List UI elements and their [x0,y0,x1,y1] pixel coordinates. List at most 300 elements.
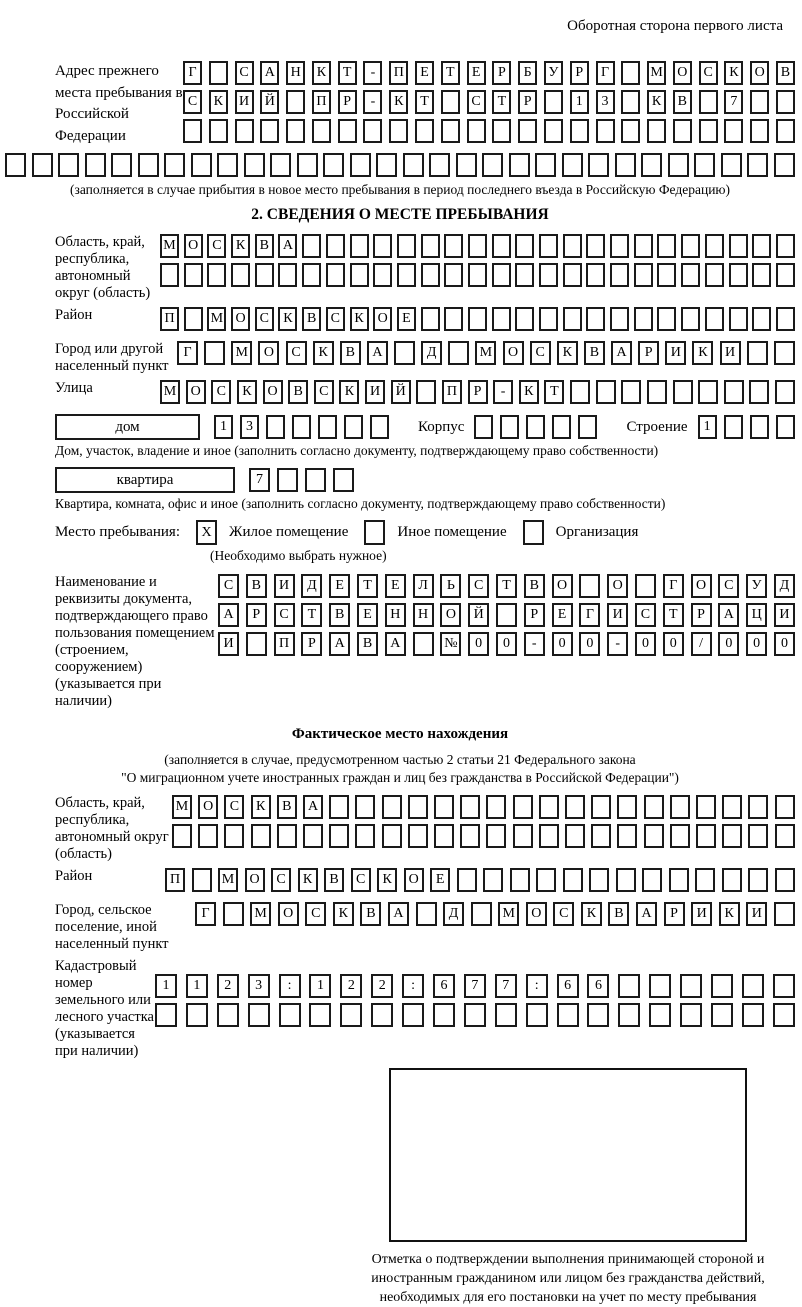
char-cell[interactable]: С [235,61,254,85]
char-cell[interactable]: С [286,341,307,365]
char-cell[interactable]: Р [638,341,659,365]
char-cell[interactable] [224,824,244,848]
char-cell[interactable] [363,119,382,143]
char-cell[interactable] [774,341,795,365]
char-cell[interactable] [371,1003,393,1027]
char-cell[interactable]: Т [496,574,517,598]
char-cell[interactable] [468,234,487,258]
char-cell[interactable]: С [314,380,334,404]
char-cell[interactable]: - [607,632,628,656]
char-cell[interactable] [138,153,159,177]
char-cell[interactable] [698,380,718,404]
char-cell[interactable] [186,1003,208,1027]
char-cell[interactable] [434,795,454,819]
char-cell[interactable]: П [165,868,185,892]
char-cell[interactable]: В [246,574,267,598]
char-cell[interactable]: Р [338,90,357,114]
char-cell[interactable]: 3 [240,415,259,439]
char-cell[interactable] [326,234,345,258]
char-cell[interactable] [724,415,743,439]
char-cell[interactable] [641,153,662,177]
char-cell[interactable] [373,263,392,287]
char-cell[interactable] [492,307,511,331]
char-cell[interactable]: 3 [248,974,270,998]
char-cell[interactable] [536,868,556,892]
char-cell[interactable]: С [467,90,486,114]
char-cell[interactable]: К [557,341,578,365]
char-cell[interactable] [191,153,212,177]
char-cell[interactable]: М [231,341,252,365]
char-cell[interactable] [496,603,517,627]
char-cell[interactable]: 6 [557,974,579,998]
char-cell[interactable]: С [224,795,244,819]
char-cell[interactable] [621,90,640,114]
char-cell[interactable] [279,1003,301,1027]
char-cell[interactable] [209,61,228,85]
char-cell[interactable]: Р [492,61,511,85]
checkbox-inoe[interactable] [364,520,385,545]
char-cell[interactable] [338,119,357,143]
char-cell[interactable] [699,90,718,114]
char-cell[interactable] [596,380,616,404]
char-cell[interactable]: И [720,341,741,365]
char-cell[interactable]: В [360,902,381,926]
char-cell[interactable]: С [183,90,202,114]
char-cell[interactable] [155,1003,177,1027]
char-cell[interactable]: О [186,380,206,404]
char-cell[interactable]: Е [329,574,350,598]
char-cell[interactable] [415,119,434,143]
char-cell[interactable]: 6 [433,974,455,998]
char-cell[interactable] [302,263,321,287]
char-cell[interactable] [260,119,279,143]
char-cell[interactable]: Т [544,380,564,404]
char-cell[interactable] [355,824,375,848]
char-cell[interactable]: С [699,61,718,85]
char-cell[interactable]: И [691,902,712,926]
char-cell[interactable] [635,574,656,598]
char-cell[interactable] [515,234,534,258]
char-cell[interactable] [255,263,274,287]
prev-address-row-4[interactable] [5,153,795,177]
char-cell[interactable] [773,1003,795,1027]
char-cell[interactable]: Д [774,574,795,598]
char-cell[interactable]: С [351,868,371,892]
char-cell[interactable]: : [526,974,548,998]
char-cell[interactable] [231,263,250,287]
char-cell[interactable] [421,307,440,331]
char-cell[interactable]: О [503,341,524,365]
char-cell[interactable] [483,868,503,892]
prev-address-row-3[interactable] [183,119,795,143]
char-cell[interactable]: 3 [596,90,615,114]
char-cell[interactable]: 7 [249,468,270,492]
char-cell[interactable] [397,234,416,258]
char-cell[interactable] [696,824,716,848]
char-cell[interactable] [444,234,463,258]
char-cell[interactable]: М [160,234,179,258]
char-cell[interactable]: И [235,90,254,114]
prev-address-row-1[interactable] [183,61,795,85]
char-cell[interactable] [752,307,771,331]
char-cell[interactable] [776,90,795,114]
char-cell[interactable]: В [302,307,321,331]
char-cell[interactable] [486,824,506,848]
char-cell[interactable] [621,61,640,85]
char-cell[interactable]: С [635,603,656,627]
char-cell[interactable] [670,824,690,848]
char-cell[interactable] [192,868,212,892]
dom-cells[interactable] [214,415,396,439]
char-cell[interactable] [486,795,506,819]
char-cell[interactable]: В [776,61,795,85]
char-cell[interactable] [350,153,371,177]
char-cell[interactable] [389,119,408,143]
char-cell[interactable] [634,263,653,287]
char-cell[interactable]: Й [468,603,489,627]
char-cell[interactable]: К [333,902,354,926]
factual-oblast-row-2[interactable] [172,824,795,848]
char-cell[interactable] [589,868,609,892]
char-cell[interactable] [408,795,428,819]
char-cell[interactable]: 0 [746,632,767,656]
char-cell[interactable] [235,119,254,143]
char-cell[interactable]: Е [385,574,406,598]
char-cell[interactable] [776,307,795,331]
char-cell[interactable] [513,824,533,848]
char-cell[interactable]: М [250,902,271,926]
char-cell[interactable]: И [746,902,767,926]
char-cell[interactable]: Л [413,574,434,598]
char-cell[interactable]: И [365,380,385,404]
char-cell[interactable] [773,974,795,998]
char-cell[interactable]: К [278,307,297,331]
char-cell[interactable] [750,119,769,143]
char-cell[interactable]: О [404,868,424,892]
char-cell[interactable]: И [665,341,686,365]
char-cell[interactable]: К [313,341,334,365]
char-cell[interactable]: М [475,341,496,365]
char-cell[interactable]: Т [441,61,460,85]
char-cell[interactable]: С [326,307,345,331]
char-cell[interactable]: 0 [496,632,517,656]
char-cell[interactable]: К [724,61,743,85]
char-cell[interactable]: О [245,868,265,892]
char-cell[interactable]: О [673,61,692,85]
char-cell[interactable] [617,824,637,848]
char-cell[interactable]: 1 [214,415,233,439]
char-cell[interactable] [5,153,26,177]
char-cell[interactable]: Е [552,603,573,627]
char-cell[interactable] [724,380,744,404]
char-cell[interactable] [172,824,192,848]
char-cell[interactable] [610,307,629,331]
char-cell[interactable] [673,380,693,404]
char-cell[interactable]: К [377,868,397,892]
gorod-row[interactable] [177,341,795,365]
char-cell[interactable] [557,1003,579,1027]
char-cell[interactable] [634,307,653,331]
char-cell[interactable]: А [367,341,388,365]
char-cell[interactable] [722,824,742,848]
char-cell[interactable]: Р [570,61,589,85]
char-cell[interactable]: П [274,632,295,656]
char-cell[interactable] [649,1003,671,1027]
char-cell[interactable]: Т [415,90,434,114]
char-cell[interactable]: В [673,90,692,114]
char-cell[interactable] [421,234,440,258]
char-cell[interactable]: П [312,90,331,114]
char-cell[interactable] [350,234,369,258]
char-cell[interactable]: А [303,795,323,819]
oblast-row-1[interactable] [160,234,795,258]
char-cell[interactable]: Р [518,90,537,114]
char-cell[interactable]: 1 [186,974,208,998]
char-cell[interactable] [244,153,265,177]
char-cell[interactable] [680,974,702,998]
char-cell[interactable] [441,119,460,143]
char-cell[interactable]: О [440,603,461,627]
char-cell[interactable] [724,119,743,143]
char-cell[interactable]: - [493,380,513,404]
char-cell[interactable] [617,795,637,819]
char-cell[interactable] [515,263,534,287]
char-cell[interactable]: В [277,795,297,819]
char-cell[interactable]: Р [691,603,712,627]
char-cell[interactable] [471,902,492,926]
char-cell[interactable] [329,824,349,848]
char-cell[interactable]: К [719,902,740,926]
char-cell[interactable]: С [468,574,489,598]
char-cell[interactable] [695,868,715,892]
char-cell[interactable] [539,795,559,819]
char-cell[interactable]: К [231,234,250,258]
char-cell[interactable] [634,234,653,258]
char-cell[interactable] [752,234,771,258]
char-cell[interactable] [578,415,597,439]
char-cell[interactable]: Д [443,902,464,926]
char-cell[interactable] [318,415,337,439]
char-cell[interactable] [729,263,748,287]
char-cell[interactable]: Е [467,61,486,85]
char-cell[interactable]: В [524,574,545,598]
char-cell[interactable] [775,824,795,848]
stroenie-cells[interactable] [698,415,802,439]
korpus-cells[interactable] [474,415,604,439]
char-cell[interactable] [776,119,795,143]
char-cell[interactable]: С [207,234,226,258]
char-cell[interactable]: Г [579,603,600,627]
char-cell[interactable] [742,1003,764,1027]
char-cell[interactable]: В [340,341,361,365]
char-cell[interactable]: С [271,868,291,892]
char-cell[interactable] [251,824,271,848]
char-cell[interactable] [456,153,477,177]
char-cell[interactable] [539,234,558,258]
char-cell[interactable]: С [211,380,231,404]
char-cell[interactable] [539,307,558,331]
char-cell[interactable]: 7 [724,90,743,114]
char-cell[interactable]: 7 [495,974,517,998]
char-cell[interactable]: К [237,380,257,404]
char-cell[interactable] [464,1003,486,1027]
char-cell[interactable] [344,415,363,439]
char-cell[interactable]: Т [357,574,378,598]
char-cell[interactable] [444,307,463,331]
char-cell[interactable] [579,574,600,598]
char-cell[interactable]: Р [301,632,322,656]
char-cell[interactable] [775,868,795,892]
char-cell[interactable] [535,153,556,177]
char-cell[interactable] [373,234,392,258]
char-cell[interactable] [474,415,493,439]
char-cell[interactable] [518,119,537,143]
char-cell[interactable]: Т [338,61,357,85]
char-cell[interactable] [209,119,228,143]
char-cell[interactable] [408,824,428,848]
char-cell[interactable] [669,868,689,892]
char-cell[interactable] [217,1003,239,1027]
char-cell[interactable] [312,119,331,143]
char-cell[interactable] [750,415,769,439]
factual-oblast-row-1[interactable] [172,795,795,819]
char-cell[interactable] [217,153,238,177]
char-cell[interactable] [618,1003,640,1027]
char-cell[interactable] [565,824,585,848]
char-cell[interactable]: М [218,868,238,892]
char-cell[interactable] [448,341,469,365]
char-cell[interactable]: А [636,902,657,926]
oblast-row-2[interactable] [160,263,795,287]
char-cell[interactable] [729,307,748,331]
char-cell[interactable]: Н [385,603,406,627]
char-cell[interactable] [776,415,795,439]
char-cell[interactable] [696,795,716,819]
char-cell[interactable]: С [718,574,739,598]
char-cell[interactable]: Е [415,61,434,85]
char-cell[interactable]: 1 [570,90,589,114]
char-cell[interactable] [750,90,769,114]
char-cell[interactable]: О [373,307,392,331]
char-cell[interactable]: М [647,61,666,85]
char-cell[interactable] [515,307,534,331]
char-cell[interactable] [722,868,742,892]
char-cell[interactable]: К [647,90,666,114]
char-cell[interactable]: - [524,632,545,656]
char-cell[interactable]: Ь [440,574,461,598]
char-cell[interactable] [776,263,795,287]
char-cell[interactable] [302,234,321,258]
char-cell[interactable] [699,119,718,143]
char-cell[interactable] [248,1003,270,1027]
char-cell[interactable]: М [207,307,226,331]
char-cell[interactable]: А [218,603,239,627]
char-cell[interactable] [460,824,480,848]
char-cell[interactable] [563,263,582,287]
char-cell[interactable] [644,824,664,848]
char-cell[interactable] [460,795,480,819]
char-cell[interactable] [610,234,629,258]
char-cell[interactable] [668,153,689,177]
char-cell[interactable] [309,1003,331,1027]
char-cell[interactable] [752,263,771,287]
char-cell[interactable] [610,263,629,287]
char-cell[interactable]: 6 [587,974,609,998]
char-cell[interactable] [416,380,436,404]
char-cell[interactable] [647,380,667,404]
char-cell[interactable] [510,868,530,892]
char-cell[interactable]: Г [663,574,684,598]
char-cell[interactable]: М [160,380,180,404]
char-cell[interactable]: К [692,341,713,365]
char-cell[interactable]: В [255,234,274,258]
char-cell[interactable] [562,153,583,177]
char-cell[interactable] [722,795,742,819]
char-cell[interactable]: 0 [774,632,795,656]
char-cell[interactable]: В [584,341,605,365]
char-cell[interactable]: К [339,380,359,404]
char-cell[interactable]: - [363,61,382,85]
char-cell[interactable]: С [255,307,274,331]
ulitsa-row[interactable] [160,380,795,404]
char-cell[interactable] [492,234,511,258]
char-cell[interactable] [588,153,609,177]
char-cell[interactable]: В [324,868,344,892]
char-cell[interactable] [160,263,179,287]
char-cell[interactable] [382,824,402,848]
char-cell[interactable]: С [218,574,239,598]
char-cell[interactable]: П [389,61,408,85]
char-cell[interactable] [305,468,326,492]
char-cell[interactable] [492,119,511,143]
char-cell[interactable] [376,153,397,177]
char-cell[interactable]: У [746,574,767,598]
char-cell[interactable]: Н [413,603,434,627]
char-cell[interactable] [278,263,297,287]
char-cell[interactable] [297,153,318,177]
char-cell[interactable]: 0 [663,632,684,656]
checkbox-zhiloe[interactable]: X [196,520,217,545]
char-cell[interactable] [526,415,545,439]
char-cell[interactable]: № [440,632,461,656]
document-row-1[interactable] [218,574,795,598]
char-cell[interactable] [184,307,203,331]
char-cell[interactable] [270,153,291,177]
char-cell[interactable]: И [274,574,295,598]
kadastr-row-1[interactable] [155,974,795,998]
char-cell[interactable] [748,824,768,848]
char-cell[interactable] [204,341,225,365]
char-cell[interactable]: О [750,61,769,85]
char-cell[interactable]: Т [301,603,322,627]
raion-row[interactable] [160,307,795,331]
char-cell[interactable]: А [611,341,632,365]
char-cell[interactable]: 0 [468,632,489,656]
char-cell[interactable] [286,90,305,114]
char-cell[interactable] [198,824,218,848]
char-cell[interactable] [711,1003,733,1027]
char-cell[interactable]: К [312,61,331,85]
char-cell[interactable] [742,974,764,998]
char-cell[interactable]: О [552,574,573,598]
char-cell[interactable] [774,153,795,177]
char-cell[interactable]: А [278,234,297,258]
char-cell[interactable]: Г [195,902,216,926]
char-cell[interactable] [705,263,724,287]
char-cell[interactable] [642,868,662,892]
char-cell[interactable] [329,795,349,819]
char-cell[interactable] [421,263,440,287]
